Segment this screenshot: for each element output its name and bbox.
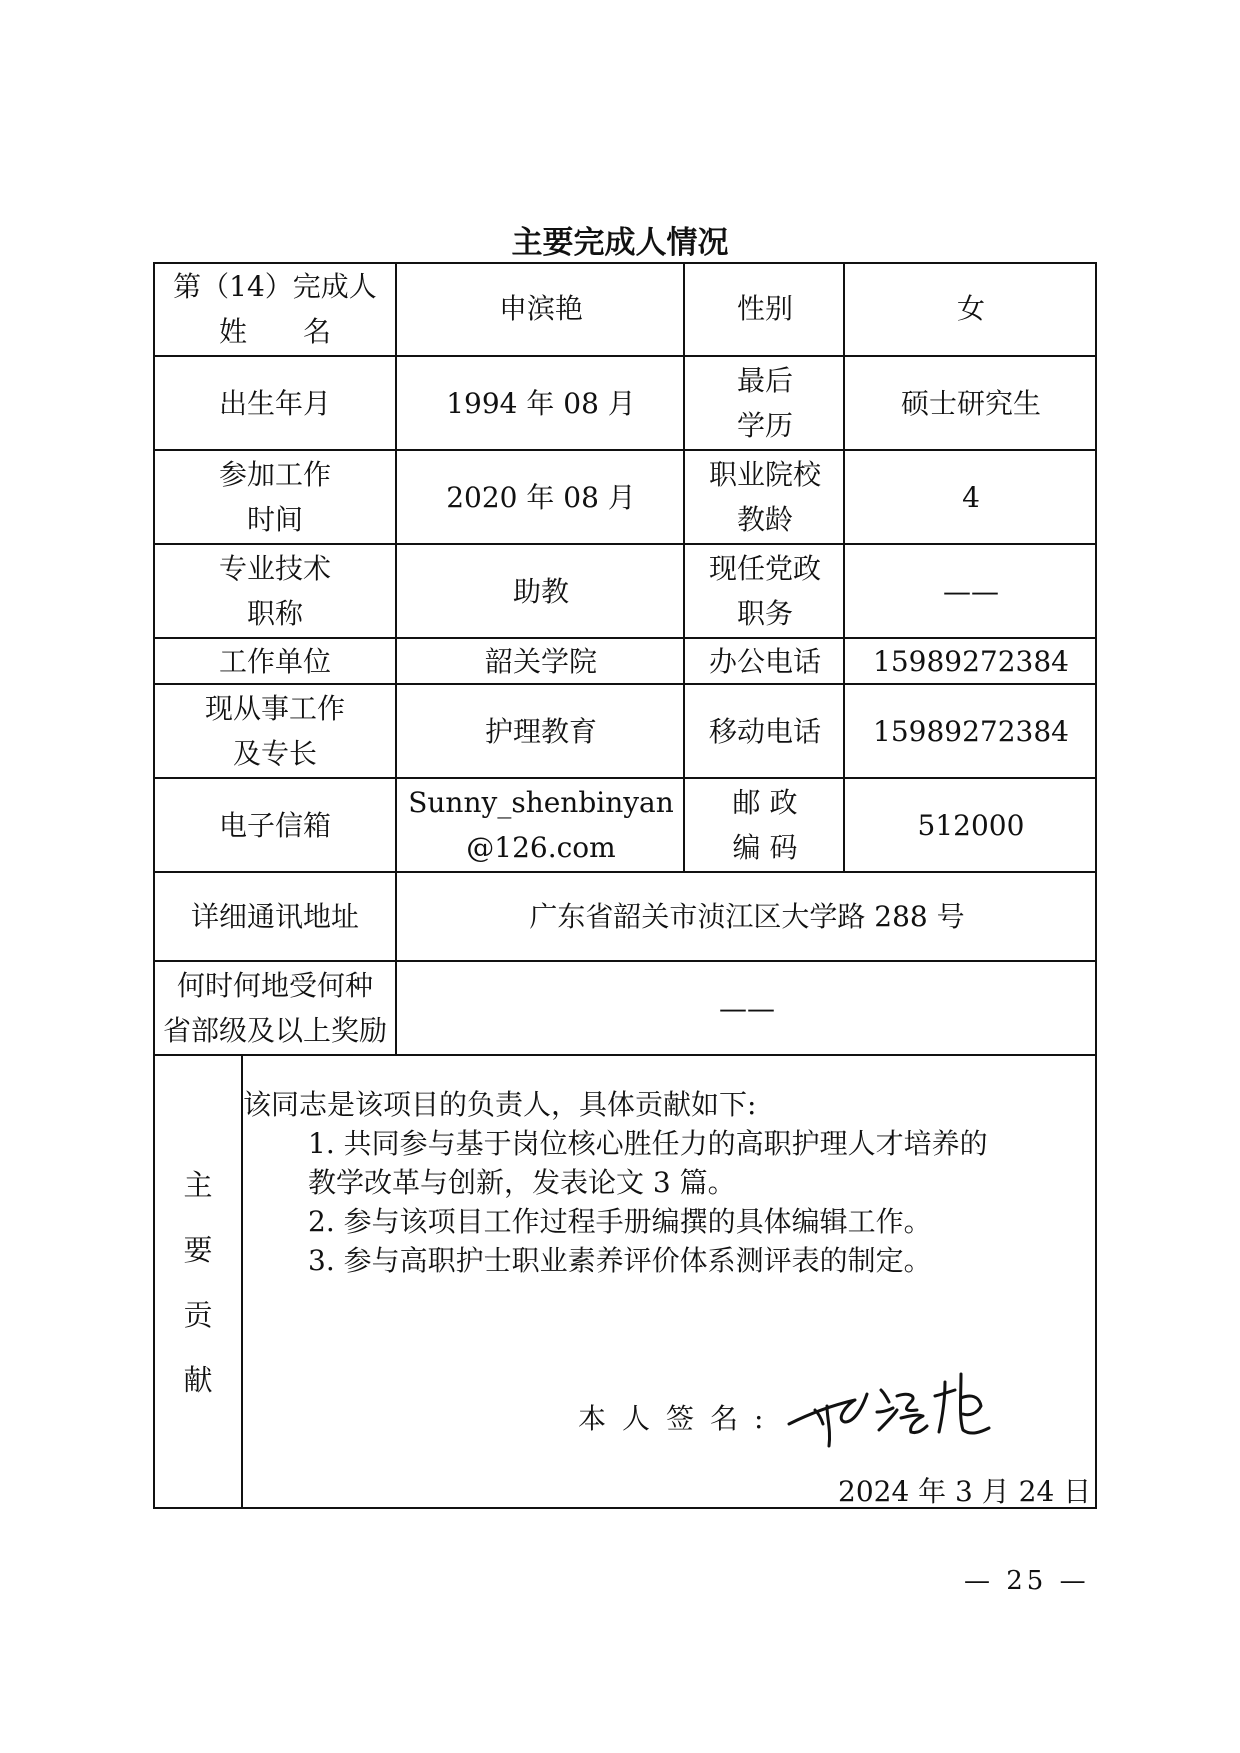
contribution-item: 3. 参与高职护士职业素养评价体系测评表的制定。 (308, 1244, 932, 1277)
name-label-line2: 姓 名 (218, 314, 331, 348)
specialty-value: 护理教育 (484, 714, 597, 748)
contribution-item: 2. 参与该项目工作过程手册编撰的具体编辑工作。 (308, 1205, 932, 1238)
position-label-cell (685, 545, 845, 639)
address-value: 广东省韶关市浈江区大学路 288 号 (529, 900, 965, 934)
office-phone-value: 15989272384 (873, 644, 1069, 678)
page-number: — 25 — (964, 1566, 1090, 1596)
handwritten-signature (785, 1356, 1005, 1456)
title-label-line1: 专业技术 (218, 552, 331, 586)
address-label: 详细通讯地址 (190, 900, 359, 934)
employer-value: 韶关学院 (484, 644, 597, 678)
position-value: —— (943, 574, 999, 608)
teaching-years-label-cell (685, 451, 845, 545)
side-char: 要 (183, 1232, 213, 1267)
postcode-value: 512000 (917, 808, 1025, 842)
work-start-value: 2020 年 08 月 (446, 480, 636, 514)
signature-label: 本人签名: (578, 1402, 780, 1435)
side-char: 献 (183, 1362, 213, 1397)
postcode-label-line1: 邮 政 (732, 786, 798, 820)
page-title: 主要完成人情况 (511, 225, 729, 261)
title-label-line2: 职称 (246, 597, 303, 630)
position-label-line1: 现任党政 (708, 552, 821, 586)
side-char: 贡 (183, 1297, 213, 1332)
education-label-cell (685, 357, 845, 451)
contribution-item: 1. 共同参与基于岗位核心胜任力的高职护理人才培养的 (308, 1127, 988, 1160)
postcode-label-line2: 编 码 (732, 831, 798, 864)
employer-label: 工作单位 (218, 644, 331, 678)
teaching-years-label-line1: 职业院校 (708, 458, 821, 492)
email-value-line1: Sunny_shenbinyan (408, 786, 674, 820)
awards-label-line1: 何时何地受何种 (176, 969, 373, 1003)
contribution-text (243, 1085, 1093, 1280)
specialty-label-line2: 及专长 (232, 737, 317, 770)
position-label-line2: 职务 (736, 597, 793, 630)
work-start-label-line1: 参加工作 (218, 458, 331, 492)
gender-label: 性别 (736, 292, 793, 326)
name-value: 申滨艳 (498, 292, 583, 326)
info-table (153, 262, 1097, 1509)
specialty-label-cell (153, 685, 397, 779)
email-label: 电子信箱 (218, 808, 331, 842)
title-value: 助教 (512, 574, 569, 608)
work-start-label-cell (153, 451, 397, 545)
education-label-line1: 最后 (736, 364, 793, 398)
birth-label: 出生年月 (218, 386, 331, 420)
teaching-years-value: 4 (962, 480, 980, 514)
gender-value: 女 (956, 292, 985, 326)
education-value: 硕士研究生 (900, 386, 1041, 420)
name-label-line1: 第（14）完成人 (173, 269, 377, 303)
contribution-intro: 该同志是该项目的负责人，具体贡献如下: (243, 1088, 757, 1121)
office-phone-label: 办公电话 (708, 644, 821, 678)
specialty-label-line1: 现从事工作 (204, 692, 345, 726)
email-value-cell (397, 779, 685, 873)
email-value-line2: @126.com (466, 831, 616, 864)
teaching-years-label-line2: 教龄 (736, 503, 793, 536)
contribution-side-label (153, 1056, 243, 1509)
education-label-line2: 学历 (736, 409, 793, 442)
awards-label-line2: 省部级及以上奖励 (162, 1014, 387, 1047)
name-label-cell (153, 262, 397, 357)
awards-label-cell (153, 962, 397, 1056)
sign-date: 2024 年 3 月 24 日 (838, 1475, 1092, 1508)
postcode-label-cell (685, 779, 845, 873)
birth-value: 1994 年 08 月 (446, 386, 636, 420)
side-char: 主 (183, 1167, 213, 1202)
mobile-phone-value: 15989272384 (873, 714, 1069, 748)
work-start-label-line2: 时间 (246, 503, 303, 536)
title-label-cell (153, 545, 397, 639)
mobile-phone-label: 移动电话 (708, 714, 821, 748)
awards-value: —— (719, 991, 775, 1025)
contribution-item-continued: 教学改革与创新，发表论文 3 篇。 (308, 1166, 736, 1199)
